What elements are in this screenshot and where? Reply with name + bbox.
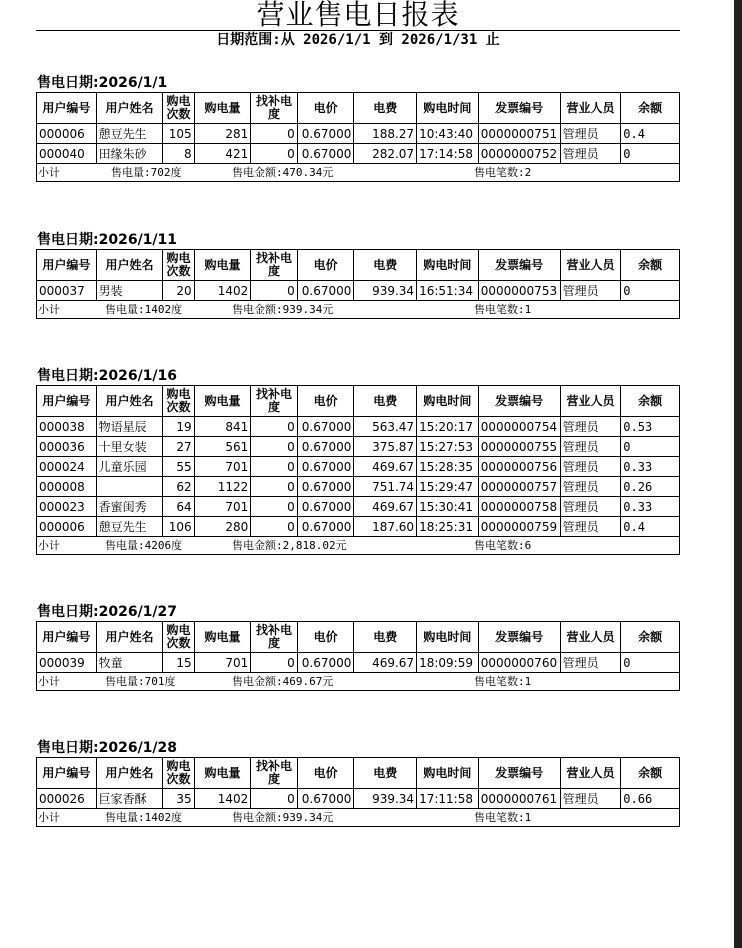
column-header: 用户姓名 <box>96 386 163 417</box>
subtotal-cell <box>37 673 680 691</box>
column-header: 电价 <box>297 250 354 281</box>
table-cell: 0000000756 <box>478 457 560 477</box>
table-cell: 561 <box>194 437 251 457</box>
table-cell: 563.47 <box>354 417 417 437</box>
column-header: 电价 <box>297 93 354 124</box>
table-cell: 1122 <box>194 477 251 497</box>
table-cell: 0 <box>251 497 298 517</box>
subtotal-cell <box>37 809 680 827</box>
table-cell: 1402 <box>194 281 251 301</box>
table-cell: 0000000758 <box>478 497 560 517</box>
table-cell: 0 <box>251 144 298 164</box>
column-header: 购电量 <box>194 250 251 281</box>
table-row <box>37 517 680 537</box>
column-header: 找补电度 <box>251 622 298 653</box>
section-date-title: 售电日期:2026/1/28 <box>37 740 178 756</box>
table-row <box>37 653 680 673</box>
table-cell: 10:43:40 <box>417 124 479 144</box>
subtotal-kwh: 售电量:702度 <box>111 166 182 179</box>
section-date-title: 售电日期:2026/1/1 <box>37 75 168 91</box>
column-header: 发票编号 <box>478 622 560 653</box>
table-row <box>37 281 680 301</box>
table-cell: 375.87 <box>354 437 417 457</box>
section-date-title: 售电日期:2026/1/11 <box>37 232 178 248</box>
table-cell: 0 <box>251 653 298 673</box>
table-cell: 0000000751 <box>478 124 560 144</box>
table-cell: 0.4 <box>621 517 680 537</box>
table-cell: 憩豆先生 <box>96 517 163 537</box>
table-cell: 0.67000 <box>297 477 354 497</box>
column-header: 用户姓名 <box>96 758 163 789</box>
column-header: 发票编号 <box>478 93 560 124</box>
table-cell: 939.34 <box>354 789 417 809</box>
table-cell: 000038 <box>37 417 97 437</box>
table-cell: 0 <box>251 437 298 457</box>
table-cell: 0 <box>621 144 680 164</box>
column-header: 余额 <box>621 622 680 653</box>
table-cell: 0 <box>621 437 680 457</box>
column-header: 电费 <box>354 250 417 281</box>
table-cell: 64 <box>163 497 194 517</box>
column-header: 购电时间 <box>417 386 479 417</box>
table-cell: 000006 <box>37 517 97 537</box>
table-cell: 62 <box>163 477 194 497</box>
table-cell: 15:28:35 <box>417 457 479 477</box>
table-cell: 000008 <box>37 477 97 497</box>
table-cell: 0 <box>251 417 298 437</box>
table-row <box>37 477 680 497</box>
table-cell: 751.74 <box>354 477 417 497</box>
table-cell: 牧童 <box>96 653 163 673</box>
table-cell: 0000000752 <box>478 144 560 164</box>
subtotal-kwh: 售电量:4206度 <box>105 539 183 552</box>
table-cell: 儿童乐园 <box>96 457 163 477</box>
sales-table <box>36 621 680 691</box>
table-row <box>37 144 680 164</box>
table-cell: 000023 <box>37 497 97 517</box>
column-header: 电价 <box>297 758 354 789</box>
table-cell: 187.60 <box>354 517 417 537</box>
table-cell: 17:11:58 <box>417 789 479 809</box>
column-header: 发票编号 <box>478 758 560 789</box>
table-cell: 管理员 <box>560 457 621 477</box>
column-header: 用户编号 <box>37 758 97 789</box>
column-header: 用户编号 <box>37 93 97 124</box>
table-cell: 15:29:47 <box>417 477 479 497</box>
table-cell: 15:27:53 <box>417 437 479 457</box>
table-cell: 18:09:59 <box>417 653 479 673</box>
table-header-row <box>37 622 680 653</box>
table-cell: 8 <box>163 144 194 164</box>
table-cell: 0.67000 <box>297 653 354 673</box>
table-cell: 000036 <box>37 437 97 457</box>
subtotal-count: 售电笔数:2 <box>474 166 532 179</box>
subtotal-amount: 售电金额:939.34元 <box>232 303 334 316</box>
subtotal-amount: 售电金额:470.34元 <box>232 166 334 179</box>
column-header: 余额 <box>621 386 680 417</box>
table-cell: 0.67000 <box>297 144 354 164</box>
table-cell: 0 <box>251 124 298 144</box>
subtotal-row <box>37 673 680 691</box>
table-cell: 000026 <box>37 789 97 809</box>
table-cell: 管理员 <box>560 653 621 673</box>
table-cell: 物语星辰 <box>96 417 163 437</box>
table-header-row <box>37 758 680 789</box>
column-header: 电费 <box>354 622 417 653</box>
column-header: 购电时间 <box>417 250 479 281</box>
table-cell: 0000000759 <box>478 517 560 537</box>
table-cell: 701 <box>194 653 251 673</box>
section-date-title: 售电日期:2026/1/16 <box>37 368 178 384</box>
subtotal-cell <box>37 164 680 182</box>
subtotal-amount: 售电金额:939.34元 <box>232 811 334 824</box>
date-range: 日期范围:从 2026/1/1 到 2026/1/31 止 <box>216 32 500 48</box>
table-cell: 0 <box>251 457 298 477</box>
column-header: 营业人员 <box>560 622 621 653</box>
subtotal-count: 售电笔数:1 <box>474 303 532 316</box>
table-cell: 939.34 <box>354 281 417 301</box>
table-cell: 0 <box>251 477 298 497</box>
table-cell: 0000000757 <box>478 477 560 497</box>
sales-table <box>36 385 680 555</box>
table-row <box>37 437 680 457</box>
table-cell: 0 <box>251 517 298 537</box>
table-cell: 1402 <box>194 789 251 809</box>
table-cell: 17:14:58 <box>417 144 479 164</box>
table-cell: 15 <box>163 653 194 673</box>
table-cell: 0.67000 <box>297 437 354 457</box>
column-header: 余额 <box>621 93 680 124</box>
table-cell: 管理员 <box>560 417 621 437</box>
table-cell: 000037 <box>37 281 97 301</box>
column-header: 购电时间 <box>417 758 479 789</box>
table-cell: 0.33 <box>621 457 680 477</box>
subtotal-row <box>37 301 680 319</box>
table-cell: 0.67000 <box>297 789 354 809</box>
table-cell: 701 <box>194 497 251 517</box>
sales-table <box>36 757 680 827</box>
column-header: 用户姓名 <box>96 250 163 281</box>
column-header: 营业人员 <box>560 386 621 417</box>
column-header: 发票编号 <box>478 386 560 417</box>
column-header: 找补电度 <box>251 386 298 417</box>
table-cell: 280 <box>194 517 251 537</box>
column-header: 购电时间 <box>417 622 479 653</box>
table-cell: 0 <box>251 281 298 301</box>
column-header: 购电次数 <box>163 250 194 281</box>
table-cell: 281 <box>194 124 251 144</box>
table-cell: 田缘朱砂 <box>96 144 163 164</box>
subtotal-row <box>37 164 680 182</box>
column-header: 找补电度 <box>251 758 298 789</box>
column-header: 电价 <box>297 622 354 653</box>
subtotal-label: 小计 <box>38 539 60 552</box>
window-edge <box>734 0 742 948</box>
table-cell: 000024 <box>37 457 97 477</box>
table-cell: 憩豆先生 <box>96 124 163 144</box>
column-header: 购电量 <box>194 758 251 789</box>
table-cell: 0 <box>251 789 298 809</box>
column-header: 电费 <box>354 758 417 789</box>
table-cell: 管理员 <box>560 281 621 301</box>
table-cell: 0 <box>621 281 680 301</box>
column-header: 用户姓名 <box>96 622 163 653</box>
table-cell: 35 <box>163 789 194 809</box>
subtotal-row <box>37 537 680 555</box>
table-cell: 巨家香酥 <box>96 789 163 809</box>
table-cell: 0.67000 <box>297 517 354 537</box>
table-cell: 469.67 <box>354 653 417 673</box>
column-header: 余额 <box>621 758 680 789</box>
column-header: 营业人员 <box>560 93 621 124</box>
table-header-row <box>37 250 680 281</box>
table-cell: 0000000760 <box>478 653 560 673</box>
table-cell: 香蜜闺秀 <box>96 497 163 517</box>
table-cell: 15:30:41 <box>417 497 479 517</box>
subtotal-amount: 售电金额:469.67元 <box>232 675 334 688</box>
column-header: 发票编号 <box>478 250 560 281</box>
table-cell: 0.67000 <box>297 457 354 477</box>
table-cell: 0000000761 <box>478 789 560 809</box>
table-row <box>37 497 680 517</box>
subtotal-amount: 售电金额:2,818.02元 <box>232 539 347 552</box>
column-header: 电费 <box>354 386 417 417</box>
table-cell: 管理员 <box>560 437 621 457</box>
table-cell: 管理员 <box>560 517 621 537</box>
section-date-title: 售电日期:2026/1/27 <box>37 604 178 620</box>
column-header: 营业人员 <box>560 758 621 789</box>
table-header-row <box>37 93 680 124</box>
subtotal-count: 售电笔数:6 <box>474 539 532 552</box>
table-cell: 0000000753 <box>478 281 560 301</box>
table-cell: 0000000754 <box>478 417 560 437</box>
table-cell: 19 <box>163 417 194 437</box>
subtotal-count: 售电笔数:1 <box>474 675 532 688</box>
table-cell: 000040 <box>37 144 97 164</box>
table-cell <box>96 477 163 497</box>
table-cell: 0.67000 <box>297 281 354 301</box>
column-header: 购电次数 <box>163 386 194 417</box>
sales-table <box>36 92 680 182</box>
table-cell: 16:51:34 <box>417 281 479 301</box>
column-header: 购电次数 <box>163 622 194 653</box>
table-cell: 0.4 <box>621 124 680 144</box>
column-header: 购电量 <box>194 93 251 124</box>
column-header: 购电次数 <box>163 758 194 789</box>
table-cell: 282.07 <box>354 144 417 164</box>
subtotal-label: 小计 <box>38 675 60 688</box>
column-header: 电费 <box>354 93 417 124</box>
table-cell: 管理员 <box>560 124 621 144</box>
subtotal-kwh: 售电量:701度 <box>105 675 176 688</box>
subtotal-label: 小计 <box>38 303 60 316</box>
table-cell: 469.67 <box>354 497 417 517</box>
table-cell: 男装 <box>96 281 163 301</box>
subtotal-kwh: 售电量:1402度 <box>105 303 183 316</box>
column-header: 营业人员 <box>560 250 621 281</box>
table-cell: 0000000755 <box>478 437 560 457</box>
table-cell: 55 <box>163 457 194 477</box>
table-cell: 20 <box>163 281 194 301</box>
subtotal-label: 小计 <box>38 811 60 824</box>
table-cell: 管理员 <box>560 497 621 517</box>
table-cell: 0.33 <box>621 497 680 517</box>
table-cell: 15:20:17 <box>417 417 479 437</box>
column-header: 用户编号 <box>37 622 97 653</box>
table-cell: 106 <box>163 517 194 537</box>
table-cell: 000039 <box>37 653 97 673</box>
column-header: 用户编号 <box>37 250 97 281</box>
column-header: 用户编号 <box>37 386 97 417</box>
table-cell: 000006 <box>37 124 97 144</box>
subtotal-cell <box>37 537 680 555</box>
column-header: 余额 <box>621 250 680 281</box>
column-header: 购电量 <box>194 622 251 653</box>
table-cell: 188.27 <box>354 124 417 144</box>
column-header: 用户姓名 <box>96 93 163 124</box>
column-header: 电价 <box>297 386 354 417</box>
table-cell: 0.67000 <box>297 497 354 517</box>
subtotal-cell <box>37 301 680 319</box>
report-title: 营业售电日报表 <box>36 0 680 31</box>
table-cell: 管理员 <box>560 477 621 497</box>
table-cell: 18:25:31 <box>417 517 479 537</box>
column-header: 购电次数 <box>163 93 194 124</box>
table-cell: 0.66 <box>621 789 680 809</box>
subtotal-count: 售电笔数:1 <box>474 811 532 824</box>
table-cell: 841 <box>194 417 251 437</box>
table-cell: 0.26 <box>621 477 680 497</box>
subtotal-label: 小计 <box>38 166 60 179</box>
subtotal-kwh: 售电量:1402度 <box>105 811 183 824</box>
subtotal-row <box>37 809 680 827</box>
table-cell: 701 <box>194 457 251 477</box>
column-header: 找补电度 <box>251 93 298 124</box>
table-cell: 27 <box>163 437 194 457</box>
table-cell: 421 <box>194 144 251 164</box>
table-cell: 105 <box>163 124 194 144</box>
sales-table <box>36 249 680 319</box>
table-cell: 0.67000 <box>297 124 354 144</box>
column-header: 购电时间 <box>417 93 479 124</box>
table-cell: 0.67000 <box>297 417 354 437</box>
table-cell: 管理员 <box>560 789 621 809</box>
table-cell: 0.53 <box>621 417 680 437</box>
table-row <box>37 457 680 477</box>
column-header: 购电量 <box>194 386 251 417</box>
table-header-row <box>37 386 680 417</box>
table-cell: 469.67 <box>354 457 417 477</box>
table-cell: 十里女装 <box>96 437 163 457</box>
column-header: 找补电度 <box>251 250 298 281</box>
table-row <box>37 417 680 437</box>
table-row <box>37 789 680 809</box>
table-cell: 管理员 <box>560 144 621 164</box>
table-cell: 0 <box>621 653 680 673</box>
table-row <box>37 124 680 144</box>
